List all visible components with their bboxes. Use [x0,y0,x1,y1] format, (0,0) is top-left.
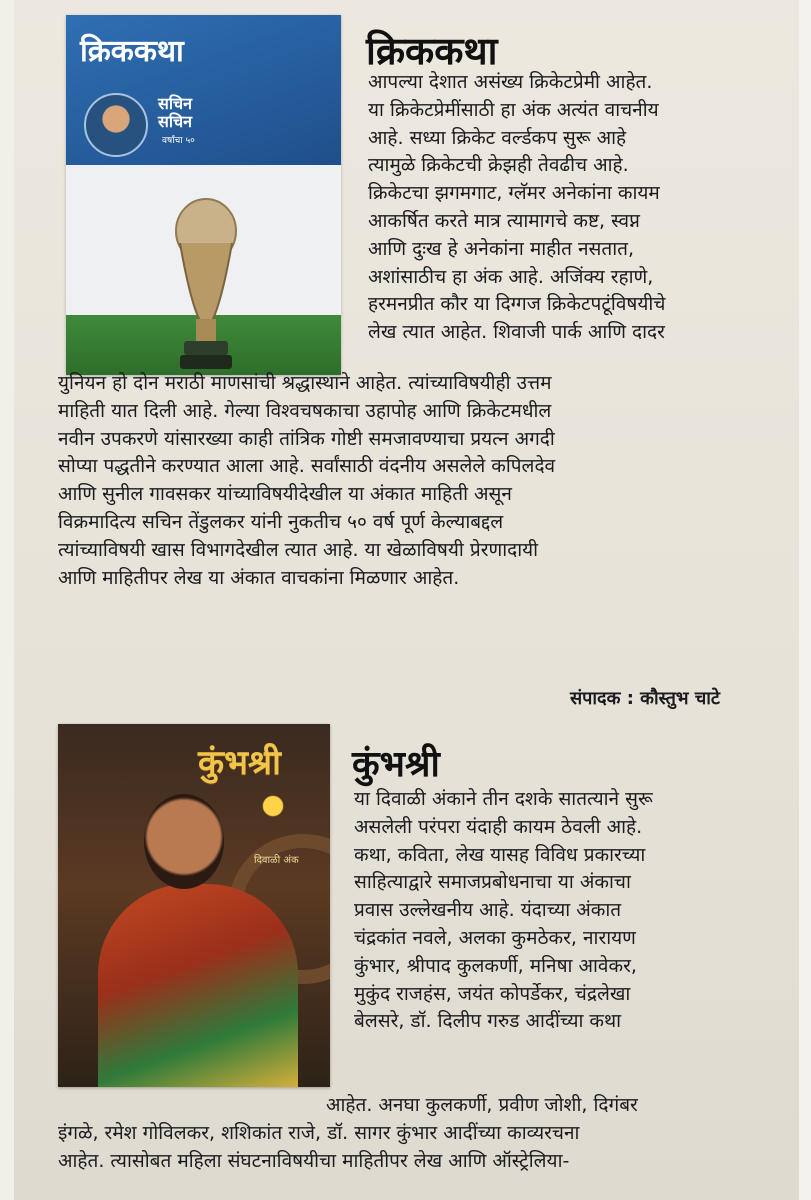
woman-in-saree [98,884,298,1087]
text-line: नवीन उपकरणे यांसारख्या काही तांत्रिक गोष्टी समजावण्याचा प्रयत्न अगदी [58,427,555,450]
cover-feature-title [158,95,192,131]
editor-credit: संपादक : कौस्तुभ चाटे [570,688,720,709]
article-1-full-width-text [58,370,555,592]
text-line: साहित्याद्वारे समाजप्रबोधनाचा या अंकाचा [354,871,631,894]
text-line: आपल्या देशात असंख्य क्रिकेटप्रेमी आहेत. [368,71,653,93]
text-line: लेख त्यात आहेत. शिवाजी पार्क आणि दादर [368,321,665,344]
cover-feature-line-1: सचिन [158,94,193,113]
text-line: बेलसरे, डॉ. दिलीप गरुड आदींच्या कथा [354,1010,622,1033]
text-line: प्रवास उल्लेखनीय आहे. यंदाच्या अंकात [354,899,622,922]
text-line: आणि माहितीपर लेख या अंकात वाचकांना मिळणार आहेत. [58,566,460,589]
world-cup-trophy-icon [166,191,246,375]
text-line: आहे. सध्या क्रिकेट वर्ल्डकप सुरू आहे [368,126,627,149]
text-line: माहिती यात दिली आहे. गेल्या विश्वचषकाचा उहापोह आणि क्रिकेटमधील [58,399,552,422]
page-edge-right [799,0,811,1200]
text-line: क्रिकेटचा झगमगाट, ग्लॅमर अनेकांना कायम [368,182,660,205]
text-line: आहेत. अनघा कुलकर्णी, प्रवीण जोशी, दिगंबर [326,1094,638,1116]
text-line: कुंभार, श्रीपाद कुलकर्णी, मनिषा आवेकर, [354,954,637,977]
text-line: आणि दुःख हे अनेकांना माहीत नसतात, [368,237,635,260]
cover-title: क्रिककथा [80,34,184,69]
article-2-column-text [354,786,653,1036]
page-edge-left [0,0,14,1200]
article-2-full-width-text [58,1092,638,1175]
text-line: असलेली परंपरा यंदाही कायम ठेवली आहे. [354,815,643,838]
text-line: हरमनप्रीत कौर या दिग्गज क्रिकेटपटूंविषयीचे [368,293,666,316]
diya-lamp-icon [258,794,288,834]
text-line: अशांसाठीच हा अंक आहे. अजिंक्य रहाणे, [368,265,654,288]
text-line: या क्रिकेटप्रेमींसाठी हा अंक अत्यंत वाचनीय [368,98,659,121]
text-line: त्यांच्याविषयी खास विभागदेखील त्यात आहे. या खेळाविषयी प्रेरणादायी [58,538,539,561]
text-line: या दिवाळी अंकाने तीन दशके सातत्याने सुरू [354,788,653,810]
text-line: आहेत. त्यासोबत महिला संघटनाविषयीचा माहितीपर लेख आणि ऑस्ट्रेलिया- [58,1149,570,1172]
text-line: त्यामुळे क्रिकेटची क्रेझही तेवढीच आहे. [368,154,629,177]
article-1-heading: क्रिककथा [366,29,498,73]
krikkatha-cover-image [66,15,341,375]
cover-title: कुंभश्री [198,743,281,783]
text-line: इंगळे, रमेश गोविलकर, शशिकांत राजे, डॉ. सागर कुंभार आदींच्या काव्यरचना [58,1121,580,1144]
text-line: कथा, कविता, लेख यासह विविध प्रकारच्या [354,843,646,866]
cover-feature-caption: वर्षांचा ५० [162,136,195,146]
sachin-portrait-icon [84,93,148,157]
text-line: सोप्या पद्धतीने करण्यात आला आहे. सर्वांसाठी वंदनीय असलेले कपिलदेव [58,455,556,478]
cover-feature-line-2: सचिन [158,112,193,131]
article-2-heading: कुंभश्री [352,744,440,785]
text-line: विक्रमादित्य सचिन तेंडुलकर यांनी नुकतीच ५० वर्ष पूर्ण केल्याबद्दल [58,510,504,533]
text-line: चंद्रकांत नवले, अलका कुमठेकर, नारायण [354,926,636,949]
cover-small-text: दिवाळी अंक [254,855,299,866]
text-line: मुकुंद राजहंस, जयंत कोपर्डेकर, चंद्रलेखा [354,982,631,1005]
text-line: युनियन हो दोन मराठी माणसांची श्रद्धास्थाने आहेत. त्यांच्याविषयीही उत्तम [58,372,552,394]
article-1-column-text [368,69,665,347]
text-line: आकर्षित करते मात्र त्यामागचे कष्ट, स्वप्न [368,209,640,232]
woman-portrait [144,794,224,889]
text-line: आणि सुनील गावसकर यांच्याविषयीदेखील या अंकात माहिती असून [58,483,512,506]
kumbhashri-cover-image [58,724,330,1087]
